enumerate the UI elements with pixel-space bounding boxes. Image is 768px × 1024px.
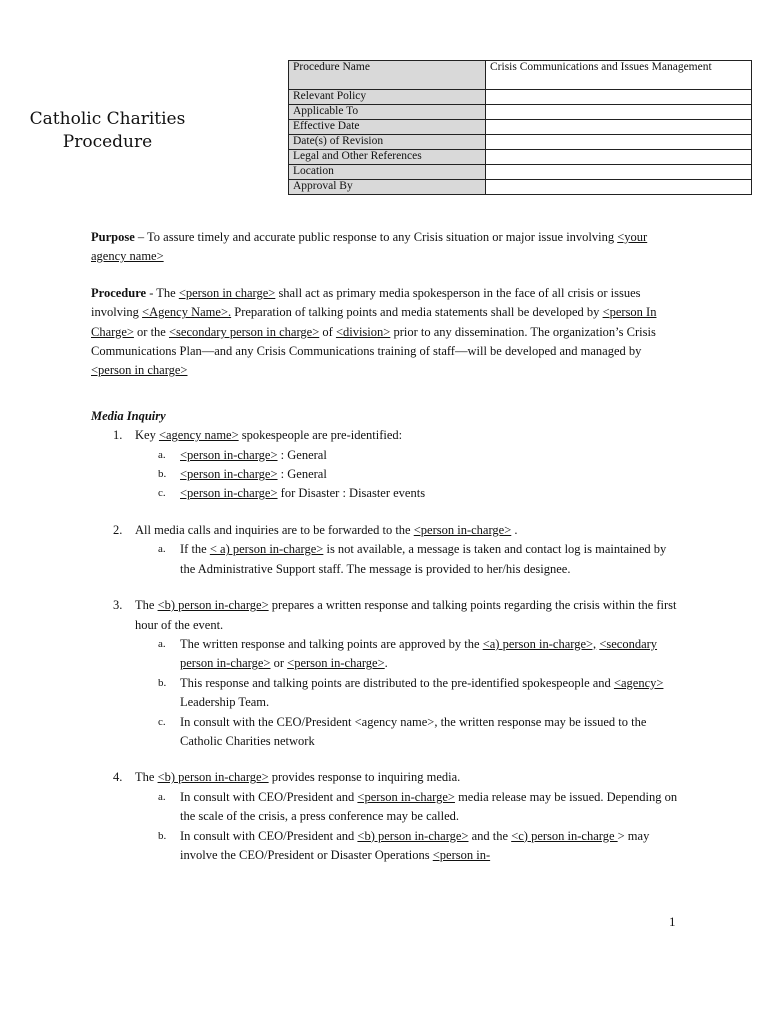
text-run: for Disaster : Disaster events — [277, 486, 426, 501]
placeholder: <person in-charge> — [180, 486, 278, 501]
row-label: Date(s) of Revision — [289, 135, 486, 150]
table-row — [289, 180, 752, 195]
placeholder: <secondary person in-charge> — [180, 636, 658, 671]
text-run: spokespeople are pre-identified: — [238, 428, 403, 443]
table-row — [289, 150, 752, 165]
title-line-2: Procedure — [62, 132, 153, 152]
table-row — [289, 120, 752, 135]
row-label: Effective Date — [289, 120, 486, 135]
text-run: This response and talking points are distributed to the pre-identified spokespeople and — [180, 675, 614, 690]
text-run: shall act as primary media spokesperson in the face of all crisis or issues involving — [91, 285, 641, 320]
placeholder: <person in-charge> — [287, 656, 385, 671]
sub-item-letter: b. — [158, 829, 167, 842]
list-item — [91, 768, 681, 865]
placeholder: <person in-charge> — [180, 447, 278, 462]
sub-item — [135, 484, 681, 503]
list-item — [91, 596, 681, 768]
purpose-label: Purpose — [91, 230, 135, 244]
text-run: - The — [146, 285, 179, 300]
placeholder: <your agency name> — [91, 230, 648, 264]
placeholder: <person in charge> — [91, 363, 188, 378]
placeholder: <b) person in-charge> — [157, 598, 269, 613]
sub-item — [135, 827, 681, 866]
text-run: of — [319, 324, 336, 339]
placeholder: <agency name> — [158, 428, 239, 443]
sub-item — [135, 635, 681, 674]
row-value — [486, 105, 752, 120]
procedure-label: Procedure — [91, 285, 147, 300]
table-row — [289, 135, 752, 150]
text-run: If the — [180, 542, 210, 557]
sub-item — [135, 674, 681, 713]
row-label: Applicable To — [289, 105, 486, 120]
placeholder: <person in-charge> — [413, 522, 512, 537]
placeholder: <b) person in-charge> — [157, 770, 269, 785]
sub-item-letter: a. — [158, 637, 166, 650]
sub-item-letter: a. — [158, 790, 166, 803]
text-run: or — [270, 656, 288, 671]
placeholder: <person in- — [432, 847, 491, 862]
text-run: All media calls and inquiries are to be forwarded to the — [135, 522, 414, 537]
text-run: . — [511, 522, 518, 537]
text-run: The — [135, 598, 158, 613]
text-run: provides response to inquiring media. — [268, 770, 461, 785]
item-number: 2. — [113, 522, 123, 537]
text-run: media release may be issued. Depending on the scale of the crisis, a press conference may be called. — [180, 789, 678, 824]
text-run: The written response and talking points are approved by the — [180, 636, 483, 651]
item-number: 3. — [113, 598, 123, 613]
sub-item-letter: c. — [158, 715, 166, 728]
document-body — [91, 228, 681, 865]
purpose-text: – To assure timely and accurate public response to any Crisis situation or major issue involving — [134, 230, 618, 244]
table-row — [289, 105, 752, 120]
text-run: Preparation of talking points and media statements shall be developed by — [231, 305, 603, 320]
text-run: : General — [277, 467, 327, 482]
list-item — [91, 426, 681, 521]
sub-item-letter: c. — [158, 487, 166, 500]
placeholder: <secondary person in charge> — [168, 324, 320, 339]
row-value — [486, 165, 752, 180]
media-inquiry-heading: Media Inquiry — [91, 408, 166, 423]
row-value — [486, 180, 752, 195]
placeholder: <person in-charge> — [180, 467, 278, 482]
sub-item-letter: a. — [158, 448, 166, 461]
purpose-paragraph — [91, 228, 681, 267]
text-run: : General — [277, 447, 327, 462]
placeholder: <a) person in-charge>, — [482, 636, 597, 651]
page-number: 1 — [669, 914, 676, 929]
sub-list — [135, 540, 681, 579]
placeholder: <b) person in-charge> — [357, 828, 469, 843]
text-run: In consult with CEO/President and — [180, 828, 358, 843]
placeholder: <agency> — [613, 675, 664, 690]
procedure-paragraph — [91, 284, 681, 381]
row-value: Crisis Communications and Issues Management — [486, 61, 752, 90]
sub-item — [135, 788, 681, 827]
text-run: prepares a written response and talking points regarding the crisis within the first hour of the event. — [135, 598, 677, 632]
placeholder: <person In Charge> — [91, 305, 657, 339]
text-run: prior to any dissemination. The organization’s Crisis Communications Plan—and any Crisis Communications training of staff—will be developed and managed by — [91, 324, 656, 359]
text-run: The — [135, 770, 158, 785]
table-row — [289, 61, 752, 90]
row-value — [486, 150, 752, 165]
placeholder: <person in charge> — [178, 285, 276, 300]
placeholder: <c) person in-charge — [511, 828, 618, 843]
table-row — [289, 90, 752, 105]
text-run: In consult with the CEO/President <agency name>, the written response may be issued to the Catholic Charities network — [180, 714, 647, 748]
title-line-1: Catholic Charities — [29, 109, 186, 129]
list-item — [91, 521, 681, 596]
sub-item-letter: a. — [158, 543, 166, 556]
row-label: Legal and Other References — [289, 150, 486, 165]
sub-item — [135, 540, 681, 579]
sub-list — [135, 788, 681, 866]
row-value — [486, 135, 752, 150]
item-number: 1. — [113, 428, 123, 443]
sub-item-letter: b. — [158, 468, 167, 481]
row-label: Location — [289, 165, 486, 180]
placeholder: <person in-charge> — [357, 789, 455, 804]
sub-item-letter: b. — [158, 676, 167, 689]
sub-item — [135, 446, 681, 465]
procedure-info-table — [288, 60, 752, 195]
text-run: . — [384, 656, 388, 671]
placeholder: <division> — [335, 324, 391, 339]
text-run: is not available, a message is taken and contact log is maintained by the Administrative Support staff. The message is provided to her/his designee. — [180, 542, 667, 576]
text-run: Key — [135, 428, 159, 443]
document-title — [20, 108, 195, 154]
placeholder: <Agency Name>. — [142, 305, 232, 320]
row-value — [486, 120, 752, 135]
item-number: 4. — [113, 770, 123, 785]
row-value — [486, 90, 752, 105]
sub-item — [135, 713, 681, 752]
media-inquiry-list — [91, 426, 681, 865]
text-run: Leadership Team. — [180, 695, 270, 710]
sub-item — [135, 465, 681, 484]
row-label: Relevant Policy — [289, 90, 486, 105]
sub-list — [135, 635, 681, 751]
text-run: > may involve the CEO/President or Disaster Operations — [180, 828, 650, 862]
text-run: or the — [133, 324, 169, 339]
table-row — [289, 165, 752, 180]
sub-list — [135, 446, 681, 504]
text-run: and the — [468, 828, 512, 843]
row-label: Approval By — [289, 180, 486, 195]
text-run: In consult with CEO/President and — [180, 789, 358, 804]
placeholder: < a) person in-charge> — [209, 542, 324, 557]
row-label: Procedure Name — [289, 61, 486, 90]
